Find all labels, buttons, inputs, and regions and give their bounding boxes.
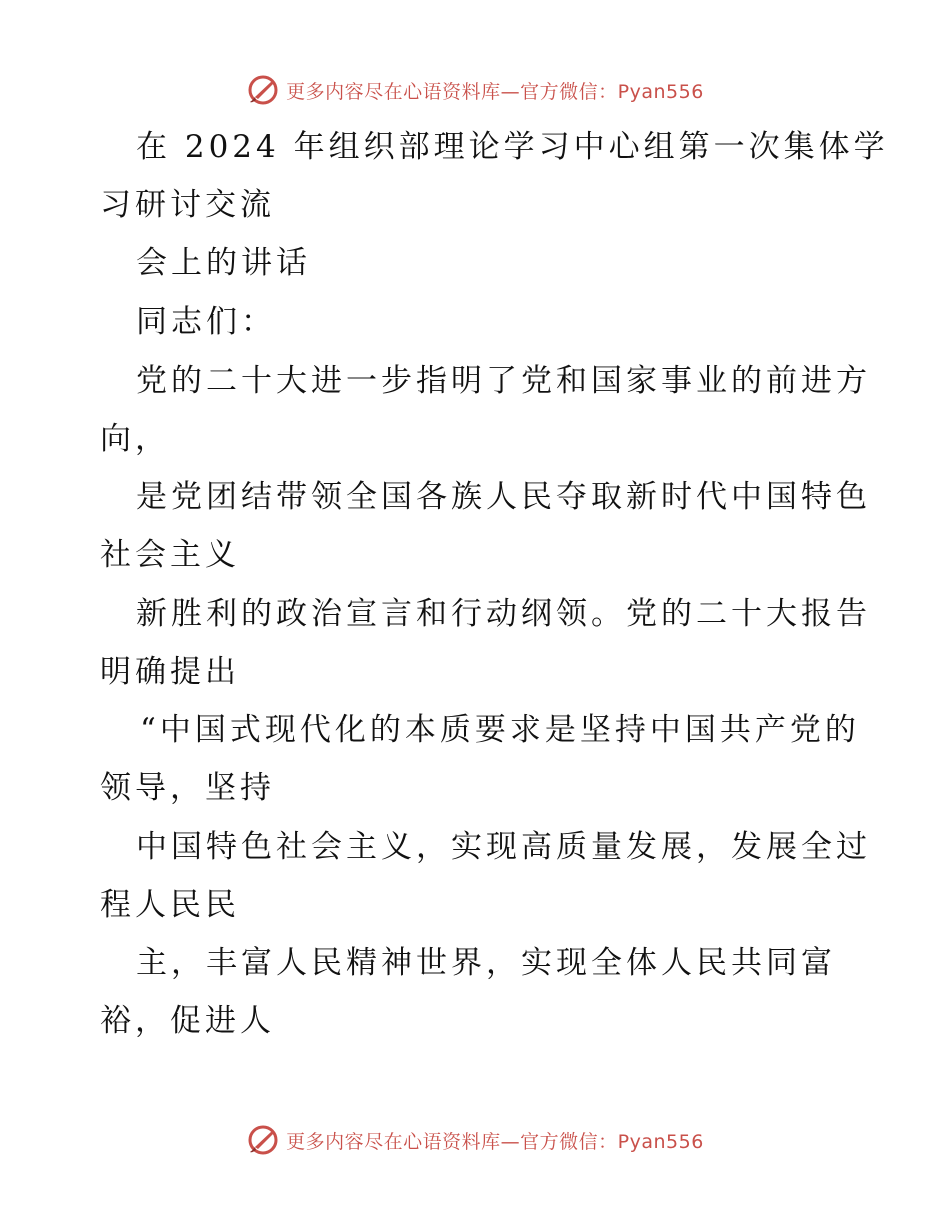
body-line-9: 中国特色社会主义，实现高质量发展，发展全过 xyxy=(136,829,871,865)
watermark-text: 更多内容尽在心语资料库—官方微信：Pyan556 xyxy=(286,1130,704,1153)
body-line-6: 明确提出 xyxy=(100,654,240,690)
watermark-footer xyxy=(0,1120,950,1160)
watermark-text: 更多内容尽在心语资料库—官方微信：Pyan556 xyxy=(286,80,704,103)
title-line-3: 会上的讲话 xyxy=(136,245,311,281)
body-line-1: 党的二十大进一步指明了党和国家事业的前进方 xyxy=(136,363,871,399)
brush-logo-icon xyxy=(246,1123,280,1157)
body-line-7: “中国式现代化的本质要求是坚持中国共产党的 xyxy=(140,712,860,748)
title-line-1: 在 2024 年组织部理论学习中心组第一次集体学 xyxy=(136,129,889,165)
salutation: 同志们： xyxy=(136,304,276,340)
body-line-2: 向， xyxy=(100,421,170,457)
body-line-4: 社会主义 xyxy=(100,537,240,573)
body-line-8: 领导，坚持 xyxy=(100,770,275,806)
body-line-11: 主，丰富人民精神世界，实现全体人民共同富 xyxy=(136,945,836,981)
title-line-2: 习研讨交流 xyxy=(100,187,275,223)
body-line-3: 是党团结带领全国各族人民夺取新时代中国特色 xyxy=(136,479,871,515)
body-line-12: 裕，促进人 xyxy=(100,1003,275,1039)
body-line-5: 新胜利的政治宣言和行动纲领。党的二十大报告 xyxy=(136,596,871,632)
body-line-10: 程人民民 xyxy=(100,887,240,923)
